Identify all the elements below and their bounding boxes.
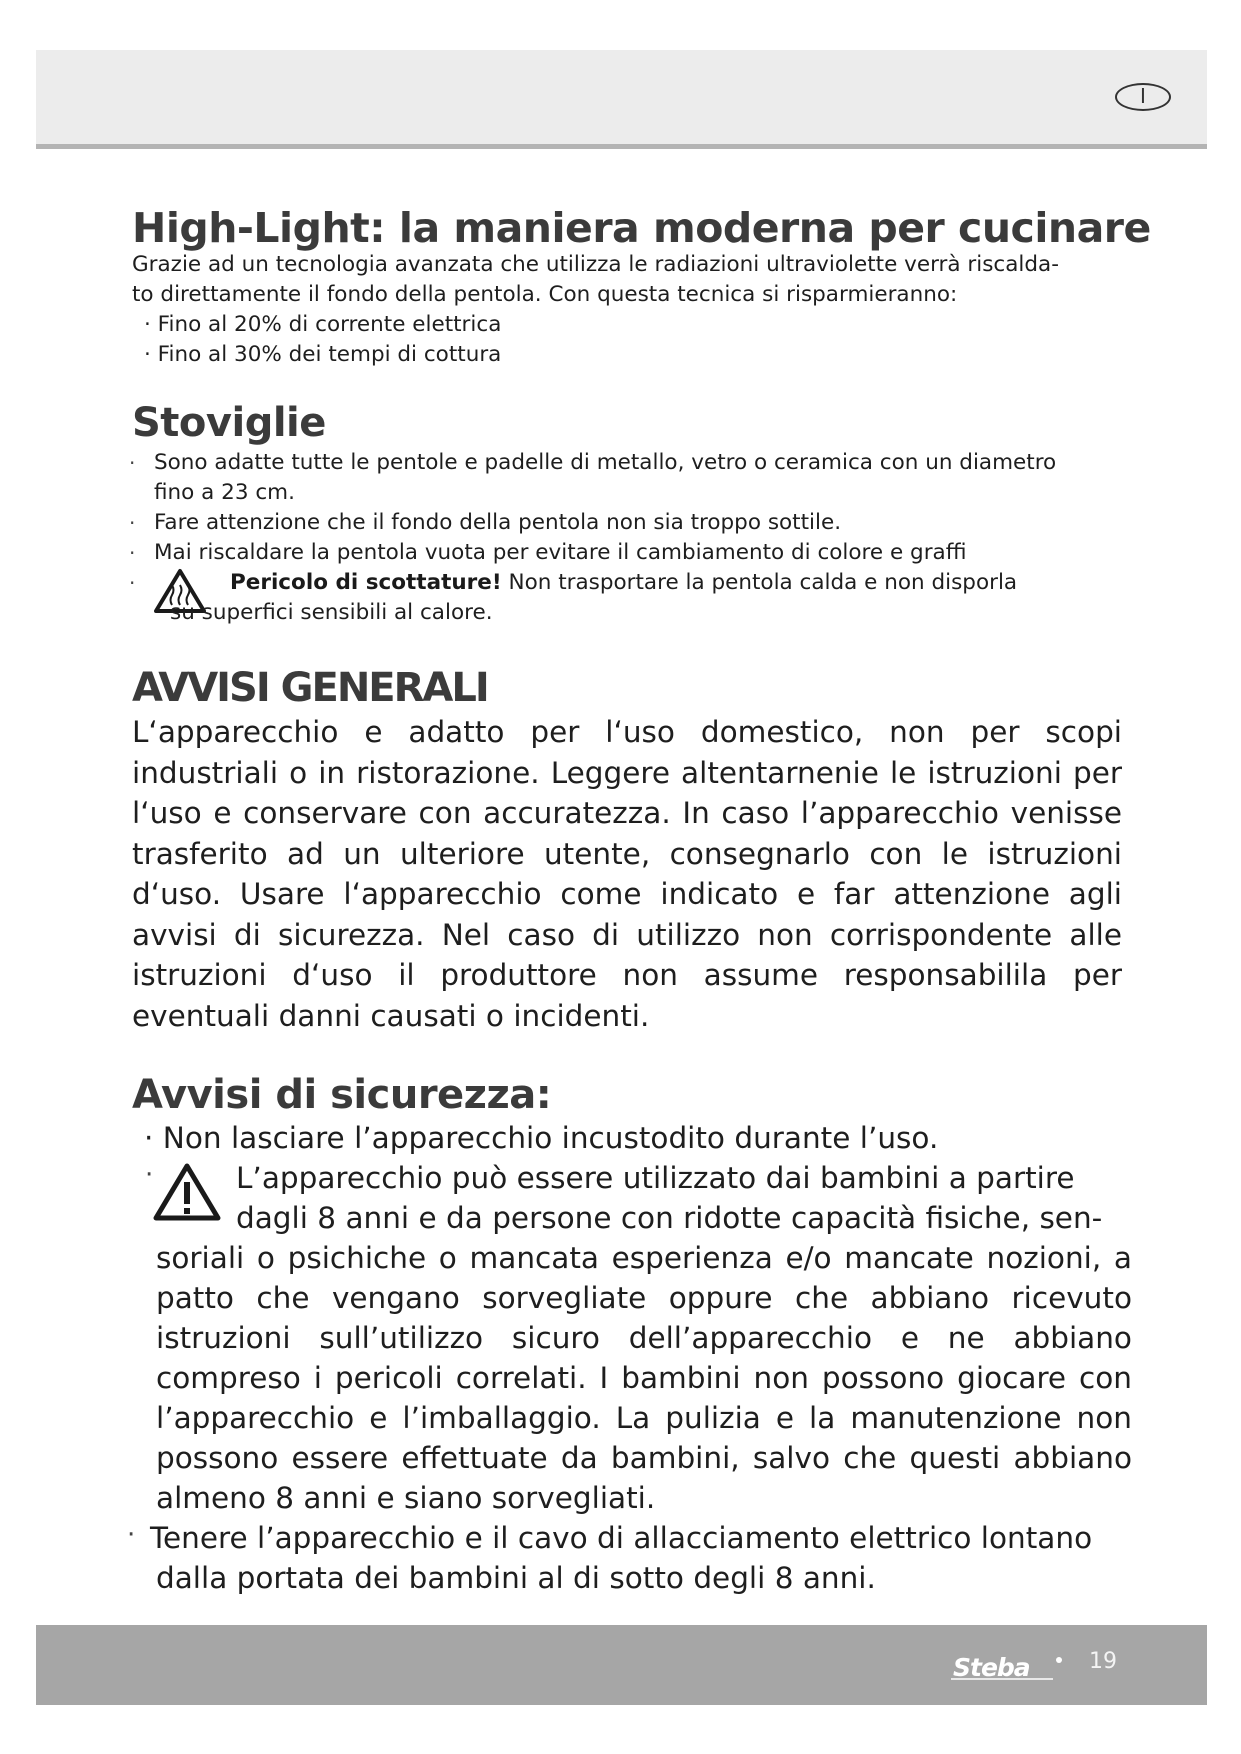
list-item: · Fino al 30% dei tempi di cottura <box>144 342 502 367</box>
burn-warning-label: Pericolo di scottature! <box>230 570 502 595</box>
page-footer <box>36 1625 1207 1705</box>
intro-line-2: to direttamente il fondo della pentola. Con questa tecnica si risparmieranno: <box>132 282 958 307</box>
language-badge: I <box>1115 83 1171 111</box>
list-item: · Fino al 20% di corrente elettrica <box>144 312 502 337</box>
list-item: Mai riscaldare la pentola vuota per evitare il cambiamento di colore e graffi <box>154 540 967 565</box>
intro-line-1: Grazie ad un tecnologia avanzata che utilizza le radiazioni ultraviolette verrà riscalda- <box>132 252 1059 277</box>
section-title-avvisi-generali: AVVISI GENERALI <box>132 665 488 711</box>
burn-warning-line-2: su superfici sensibili al calore. <box>170 600 493 625</box>
list-item-continuation: soriali o psichiche o mancata esperienza e/o mancate nozioni, a patto che vengano sorvegliate oppure che abbiano ricevuto istruzioni sull’utilizzo sicuro dell’apparecchio e ne abbiano compreso i pericoli correlati. I bambini non possono giocare con l’apparecchio e l’imballaggio. La pulizia e la manutenzione non possono essere effettuate da bambini, salvo che questi abbiano almeno 8 anni e siano sorvegliati. <box>156 1241 1132 1515</box>
brand-name: Steba <box>953 1653 1030 1682</box>
list-item: L’apparecchio può essere utilizzato dai bambini a partire <box>236 1161 1075 1195</box>
page-header <box>36 50 1207 149</box>
page-number: 19 <box>1089 1649 1117 1674</box>
list-item-continuation: dalla portata dei bambini al di sotto degli 8 anni. <box>156 1561 876 1595</box>
steba-logo <box>949 1652 1067 1686</box>
burn-warning-text <box>230 568 1017 598</box>
section-title-stoviglie: Stoviglie <box>132 400 326 446</box>
burn-warning-body: Non trasportare la pentola calda e non disporla <box>501 570 1018 595</box>
list-item: · Non lasciare l’apparecchio incustodito durante l’uso. <box>144 1121 939 1155</box>
list-item-continuation: dagli 8 anni e da persone con ridotte capacità fisiche, sen- <box>236 1201 1103 1235</box>
list-item-continuation: fino a 23 cm. <box>154 480 295 505</box>
list-item: Tenere l’apparecchio e il cavo di allacciamento elettrico lontano <box>150 1521 1093 1555</box>
warning-icon <box>152 1162 222 1224</box>
list-item: Sono adatte tutte le pentole e padelle di metallo, vetro o ceramica con un diametro <box>154 450 1057 475</box>
section-title-highlight: High-Light: la maniera moderna per cucinare <box>132 204 1151 252</box>
section-title-avvisi-sicurezza: Avvisi di sicurezza: <box>132 1072 552 1118</box>
general-notice-paragraph: L‘apparecchio e adatto per l‘uso domestico, non per scopi industriali o in ristorazione. Leggere altentarnenie le istruzioni per l‘uso e conservare con accuratezza. In caso l’apparecchio venisse trasferito ad un ulteriore utente, consegnarlo con le istruzioni d‘uso. Usare l‘apparecchio come indicato e far attenzione agli avvisi di sicurezza. Nel caso di utilizzo non corrispondente alle istruzioni d‘uso il produttore non assume responsabilila per eventuali danni causati o incidenti. <box>132 715 1122 1033</box>
list-item: Fare attenzione che il fondo della pentola non sia troppo sottile. <box>154 510 842 535</box>
